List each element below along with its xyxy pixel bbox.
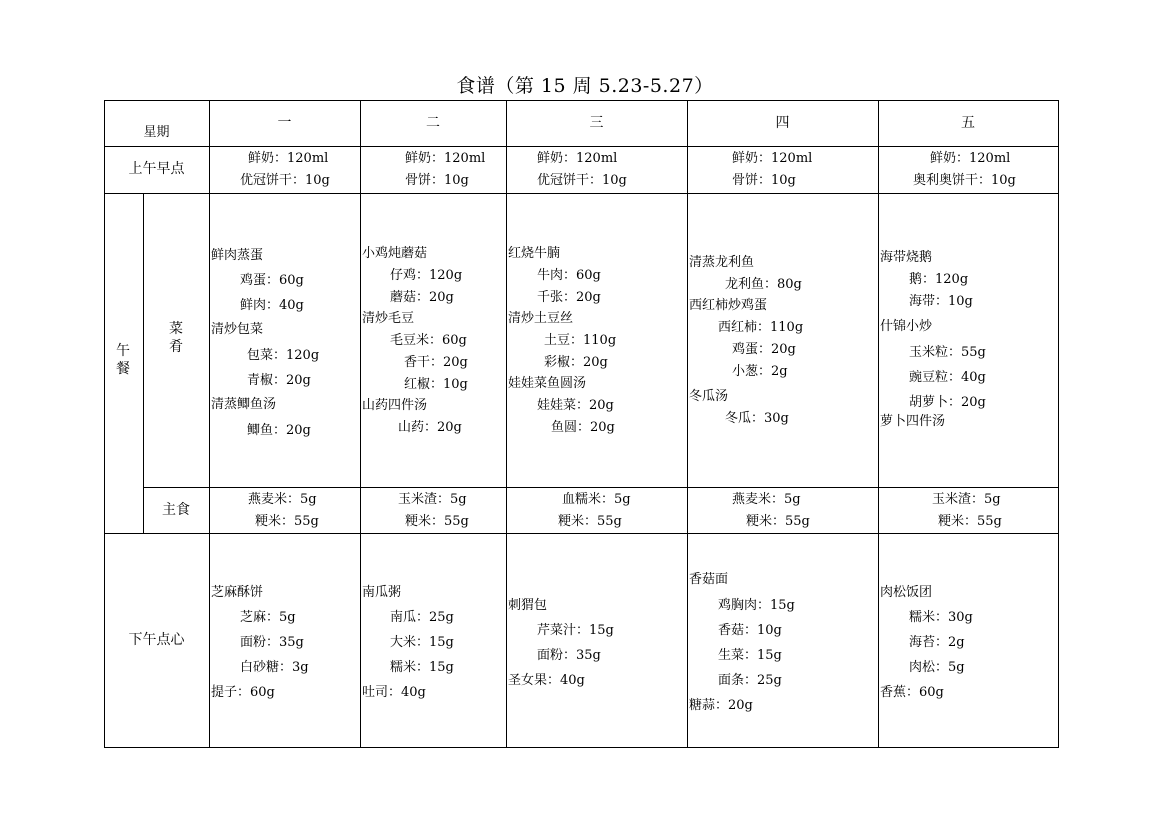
dish-ingredient: 牛肉：60g bbox=[537, 268, 601, 283]
dish-ingredient: 玉米粒：55g bbox=[909, 345, 986, 360]
snack-name: 提子：60g bbox=[211, 685, 275, 700]
staple-item: 粳米：55g bbox=[255, 514, 319, 529]
table-line bbox=[506, 100, 507, 748]
snack-ingredient: 面粉：35g bbox=[537, 648, 601, 663]
snack-ingredient: 白砂糖：3g bbox=[240, 660, 309, 675]
dish-ingredient: 仔鸡：120g bbox=[390, 268, 463, 283]
snack-ingredient: 南瓜：25g bbox=[390, 610, 454, 625]
table-line bbox=[104, 193, 1059, 194]
dish-ingredient: 毛豆米：60g bbox=[390, 333, 467, 348]
dish-ingredient: 彩椒：20g bbox=[544, 355, 608, 370]
dish-ingredient: 豌豆粒：40g bbox=[909, 370, 986, 385]
snack-ingredient: 鸡胸肉：15g bbox=[718, 598, 795, 613]
table-line bbox=[104, 747, 1059, 748]
dish-ingredient: 胡萝卜：20g bbox=[909, 395, 986, 410]
dish-ingredient: 山药：20g bbox=[398, 420, 462, 435]
dish-ingredient: 西红柿：110g bbox=[718, 320, 804, 335]
dish-name: 鲜肉蒸蛋 bbox=[211, 248, 264, 263]
row-label-afternoon: 下午点心 bbox=[128, 632, 185, 648]
dish-ingredient: 小葱：2g bbox=[732, 364, 788, 379]
snack-name: 芝麻酥饼 bbox=[211, 585, 264, 600]
dish-ingredient: 青椒：20g bbox=[247, 373, 311, 388]
dish-name: 清炒包菜 bbox=[211, 322, 264, 337]
morning-item: 鲜奶：120ml bbox=[930, 151, 1011, 166]
snack-ingredient: 糯米：30g bbox=[909, 610, 973, 625]
staple-item: 粳米：55g bbox=[405, 514, 469, 529]
dish-ingredient: 冬瓜：30g bbox=[725, 411, 789, 426]
snack-ingredient: 生菜：15g bbox=[718, 648, 782, 663]
dish-name: 清炒土豆丝 bbox=[508, 311, 574, 326]
dish-name: 萝卜四件汤 bbox=[880, 414, 946, 429]
table-line bbox=[143, 193, 144, 534]
dish-ingredient: 土豆：110g bbox=[544, 333, 617, 348]
day-header: 四 bbox=[775, 115, 790, 131]
dish-ingredient: 千张：20g bbox=[537, 290, 601, 305]
snack-ingredient: 糯米：15g bbox=[390, 660, 454, 675]
snack-name: 刺猬包 bbox=[508, 598, 548, 613]
table-line bbox=[1058, 100, 1059, 748]
snack-ingredient: 香菇：10g bbox=[718, 623, 782, 638]
dish-ingredient: 鸡蛋：20g bbox=[732, 342, 796, 357]
dish-name: 西红柿炒鸡蛋 bbox=[689, 298, 768, 313]
snack-name: 糖蒜：20g bbox=[689, 698, 753, 713]
table-line bbox=[104, 100, 1059, 101]
day-header: 一 bbox=[277, 115, 292, 131]
dish-ingredient: 鱼圆：20g bbox=[551, 420, 615, 435]
snack-name: 肉松饭团 bbox=[880, 585, 933, 600]
staple-item: 燕麦米：5g bbox=[248, 492, 317, 507]
dish-ingredient: 龙利鱼：80g bbox=[725, 277, 802, 292]
table-line bbox=[104, 146, 1059, 147]
table-line bbox=[104, 533, 1059, 534]
snack-name: 圣女果：40g bbox=[508, 673, 585, 688]
dish-name: 清炒毛豆 bbox=[362, 311, 415, 326]
dish-ingredient: 包菜：120g bbox=[247, 348, 320, 363]
staple-item: 玉米渣：5g bbox=[932, 492, 1001, 507]
dish-ingredient: 鸡蛋：60g bbox=[240, 273, 304, 288]
dish-name: 小鸡炖蘑菇 bbox=[362, 246, 428, 261]
snack-ingredient: 芝麻：5g bbox=[240, 610, 296, 625]
morning-item: 优冠饼干：10g bbox=[240, 173, 330, 188]
day-header: 五 bbox=[961, 115, 975, 131]
header-label: 星期 bbox=[143, 125, 170, 140]
row-label-staple: 主食 bbox=[162, 502, 190, 518]
morning-item: 鲜奶：120ml bbox=[405, 151, 486, 166]
snack-name: 香菇面 bbox=[689, 572, 729, 587]
dish-ingredient: 鹅：120g bbox=[909, 272, 969, 287]
snack-ingredient: 海苔：2g bbox=[909, 635, 965, 650]
table-line bbox=[360, 100, 361, 748]
dish-name: 山药四件汤 bbox=[362, 398, 428, 413]
dish-name: 海带烧鹅 bbox=[880, 250, 933, 265]
table-line bbox=[104, 100, 105, 748]
staple-item: 燕麦米：5g bbox=[732, 492, 801, 507]
dish-ingredient: 蘑菇：20g bbox=[390, 290, 454, 305]
table-line bbox=[209, 100, 210, 748]
morning-item: 骨饼：10g bbox=[732, 173, 796, 188]
row-label-dishes: 菜 肴 bbox=[169, 321, 183, 355]
morning-item: 鲜奶：120ml bbox=[248, 151, 329, 166]
page-title: 食谱（第 15 周 5.23-5.27） bbox=[456, 75, 714, 97]
dish-ingredient: 鲜肉：40g bbox=[240, 298, 304, 313]
dish-ingredient: 娃娃菜：20g bbox=[537, 398, 614, 413]
staple-item: 粳米：55g bbox=[558, 514, 622, 529]
dish-name: 冬瓜汤 bbox=[689, 389, 729, 404]
dish-name: 什锦小炒 bbox=[880, 319, 933, 334]
dish-name: 红烧牛腩 bbox=[508, 246, 561, 261]
row-label-lunch: 午 餐 bbox=[116, 343, 130, 377]
row-label-morning: 上午早点 bbox=[128, 161, 185, 177]
morning-item: 鲜奶：120ml bbox=[537, 151, 618, 166]
table-line bbox=[687, 100, 688, 748]
staple-item: 粳米：55g bbox=[938, 514, 1002, 529]
table-line bbox=[878, 100, 879, 748]
dish-ingredient: 红椒：10g bbox=[404, 377, 468, 392]
staple-item: 粳米：55g bbox=[746, 514, 810, 529]
morning-item: 鲜奶：120ml bbox=[732, 151, 813, 166]
snack-name: 香蕉：60g bbox=[880, 685, 944, 700]
staple-item: 玉米渣：5g bbox=[398, 492, 467, 507]
snack-ingredient: 面粉：35g bbox=[240, 635, 304, 650]
snack-ingredient: 面条：25g bbox=[718, 673, 782, 688]
snack-name: 吐司：40g bbox=[362, 685, 426, 700]
staple-item: 血糯米：5g bbox=[562, 492, 631, 507]
dish-name: 娃娃菜鱼圆汤 bbox=[508, 376, 587, 391]
day-header: 二 bbox=[426, 115, 440, 131]
morning-item: 奥利奥饼干：10g bbox=[913, 173, 1016, 188]
dish-name: 清蒸龙利鱼 bbox=[689, 255, 755, 270]
dish-ingredient: 海带：10g bbox=[909, 294, 973, 309]
morning-item: 优冠饼干：10g bbox=[537, 173, 627, 188]
snack-ingredient: 大米：15g bbox=[390, 635, 454, 650]
snack-ingredient: 肉松：5g bbox=[909, 660, 965, 675]
table-line bbox=[143, 487, 1059, 488]
morning-item: 骨饼：10g bbox=[405, 173, 469, 188]
day-header: 三 bbox=[589, 115, 604, 131]
dish-name: 清蒸鲫鱼汤 bbox=[211, 397, 277, 412]
dish-ingredient: 鲫鱼：20g bbox=[247, 423, 311, 438]
snack-ingredient: 芹菜汁：15g bbox=[537, 623, 614, 638]
snack-name: 南瓜粥 bbox=[362, 585, 402, 600]
dish-ingredient: 香干：20g bbox=[404, 355, 468, 370]
